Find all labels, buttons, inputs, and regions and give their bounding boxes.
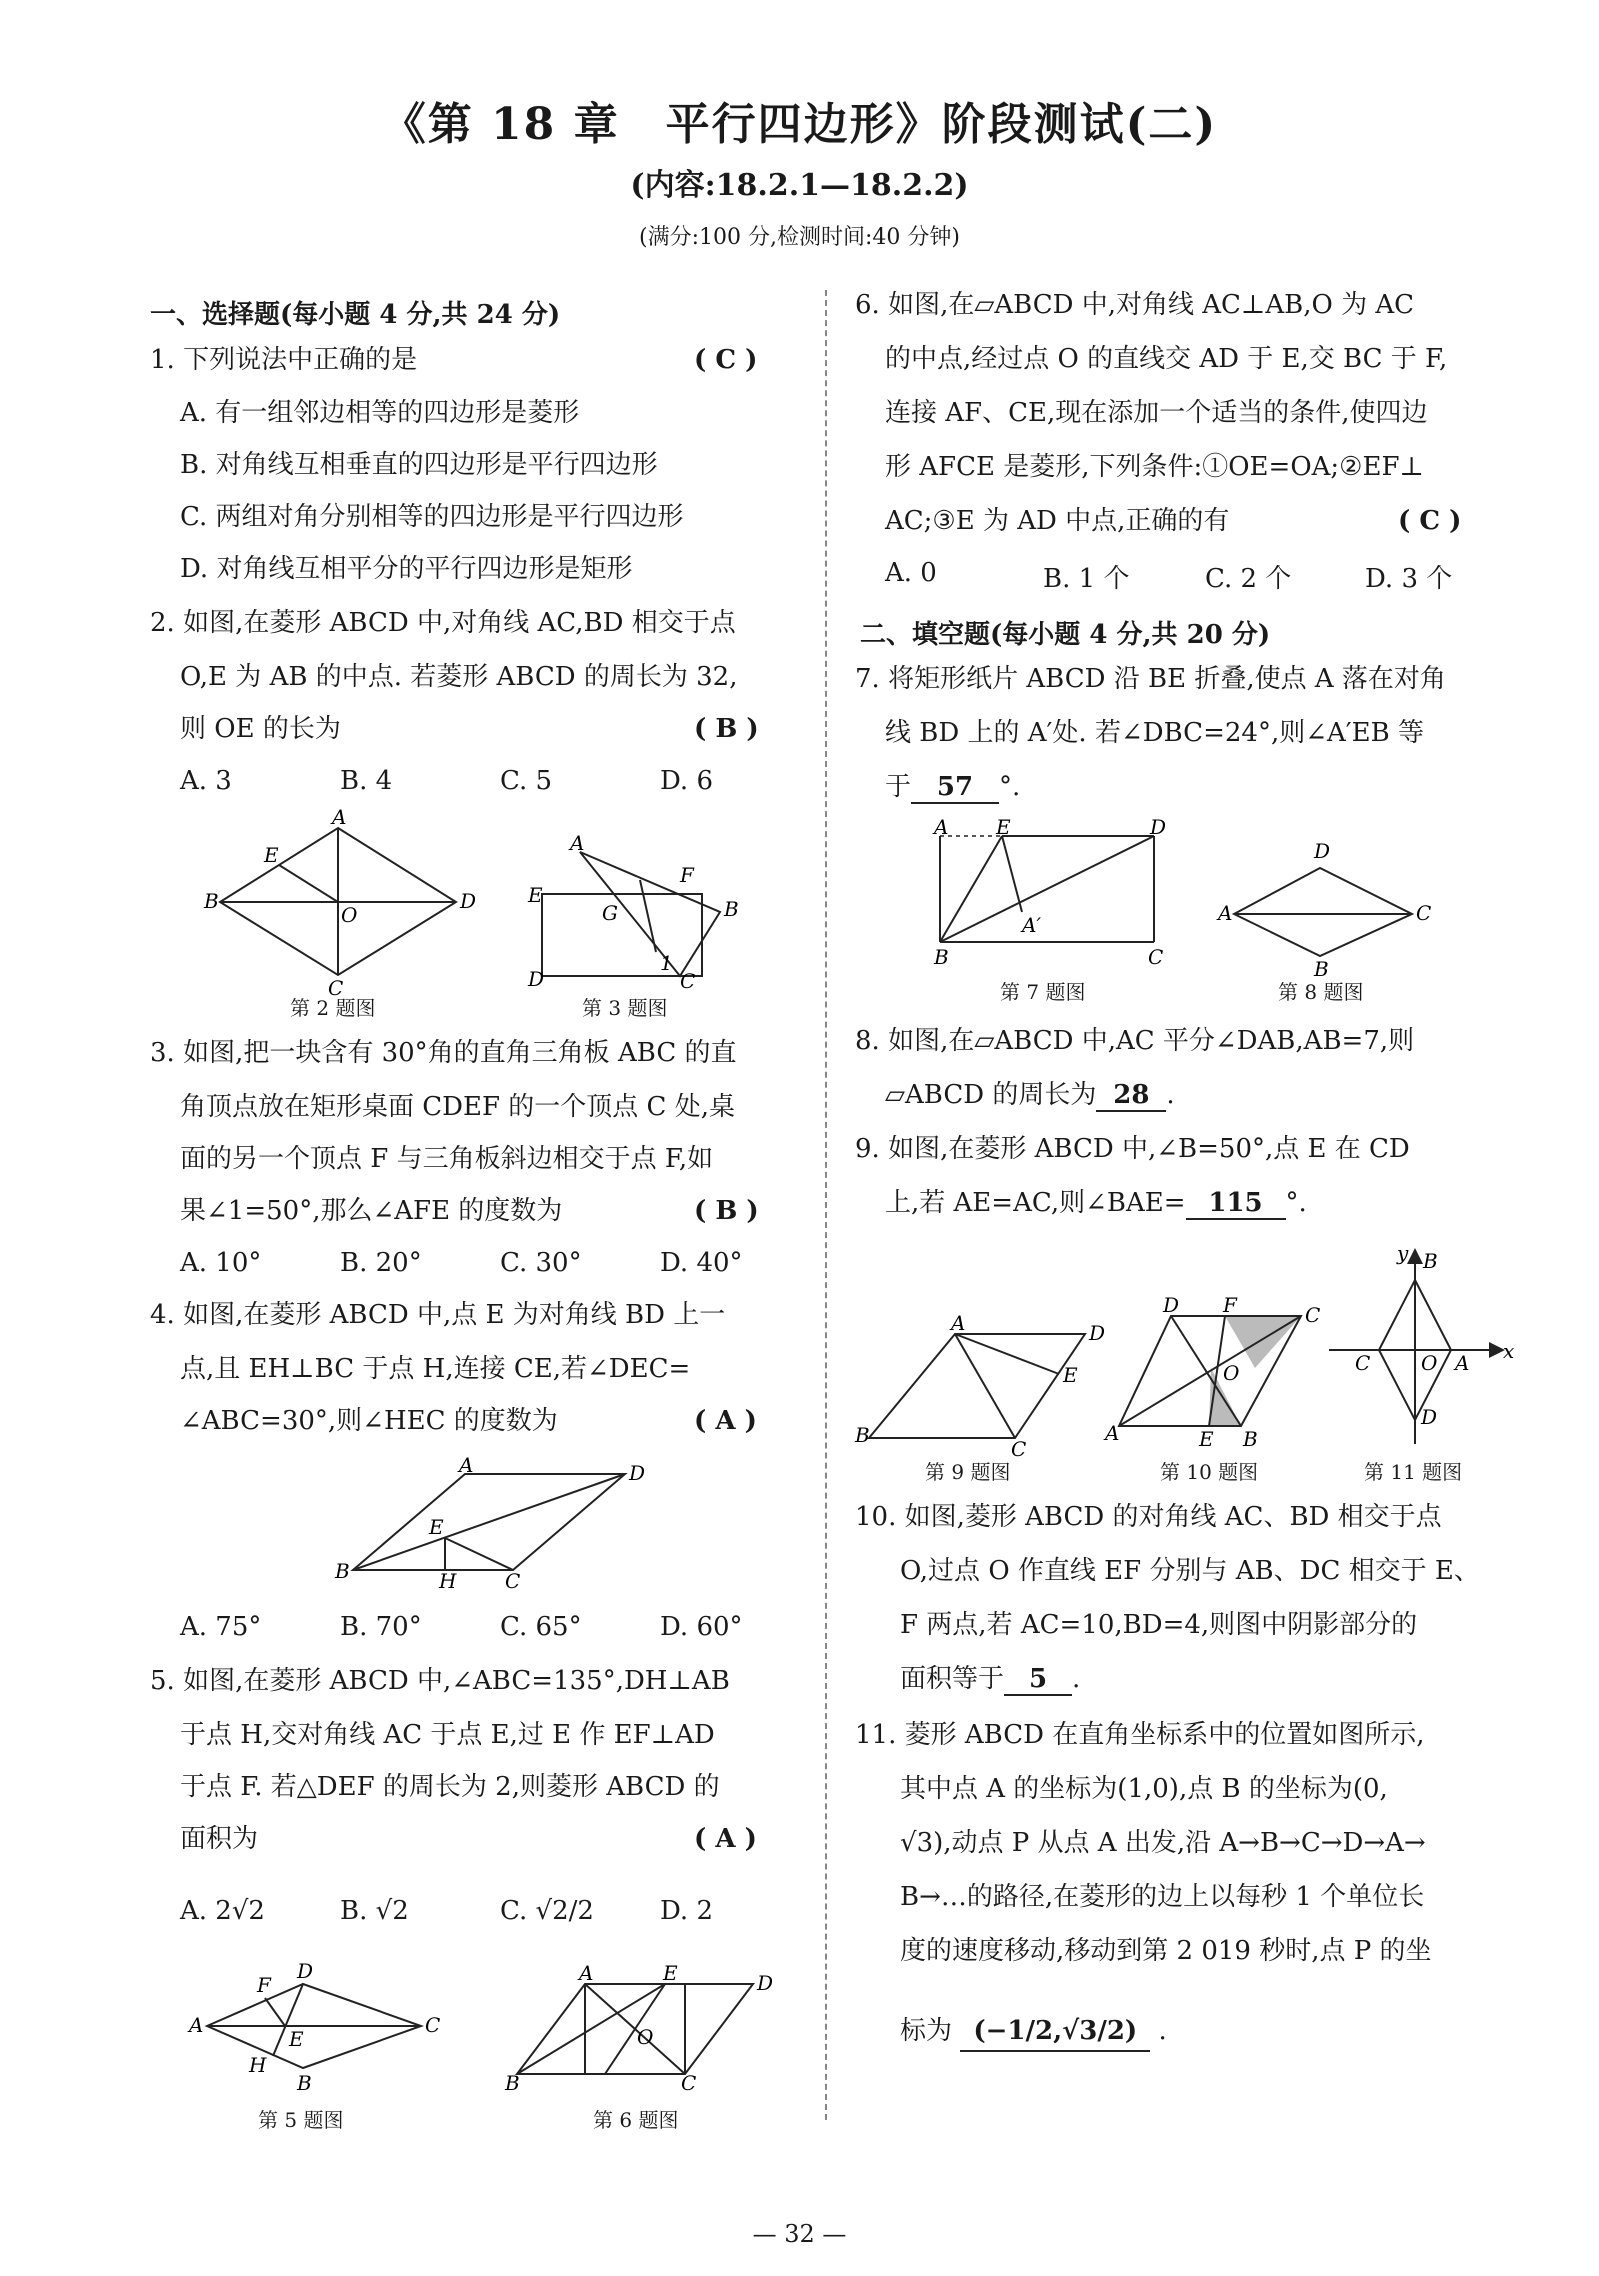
q4-option-a: A. 75°: [180, 1612, 262, 1642]
q5-option-a: A. 2√2: [180, 1896, 265, 1926]
figure-10: [1105, 1290, 1325, 1455]
svg-text:A: A: [332, 805, 347, 829]
q3-line4: 果∠1=50°,那么∠AFE 的度数为: [180, 1196, 563, 1226]
q2-line1: 2. 如图,在菱形 ABCD 中,对角线 AC,BD 相交于点: [150, 608, 736, 638]
q10-line4: [900, 1664, 1080, 1696]
figure-11: [1325, 1240, 1515, 1450]
svg-text:D: D: [1421, 1405, 1438, 1429]
q11-prefix: 标为: [900, 2016, 953, 2046]
q7-line2: 线 BD 上的 A′处. 若∠DBC=24°,则∠A′EB 等: [885, 718, 1425, 748]
q3-option-d: D. 40°: [660, 1248, 743, 1278]
svg-text:A: A: [1105, 1421, 1120, 1445]
figure-2-caption: 第 2 题图: [290, 996, 376, 1020]
q11-line5: 度的速度移动,移动到第 2 019 秒时,点 P 的坐: [900, 1936, 1432, 1966]
q2-line3: 则 OE 的长为: [180, 714, 341, 744]
svg-text:B: B: [855, 1423, 870, 1447]
q6-line2: 的中点,经过点 O 的直线交 AD 于 E,交 BC 于 F,: [885, 344, 1448, 374]
q11-line6: [900, 2016, 1167, 2052]
svg-text:D: D: [1150, 815, 1167, 839]
svg-text:B: B: [1423, 1249, 1438, 1273]
svg-text:E: E: [429, 1515, 444, 1539]
svg-text:C: C: [425, 2013, 441, 2037]
figure-8: [1214, 836, 1444, 981]
q10-line2: O,过点 O 作直线 EF 分别与 AB、DC 相交于 E、: [900, 1556, 1480, 1586]
figure-11-caption: 第 11 题图: [1364, 1460, 1463, 1484]
svg-text:C: C: [328, 976, 344, 1000]
q1-option-d: D. 对角线互相平分的平行四边形是矩形: [180, 554, 633, 584]
svg-text:D: D: [1314, 839, 1331, 863]
svg-text:E: E: [996, 815, 1011, 839]
q3-option-c: C. 30°: [500, 1248, 582, 1278]
figure-9-caption: 第 9 题图: [925, 1460, 1011, 1484]
figure-5-caption: 第 5 题图: [258, 2108, 344, 2132]
svg-text:B: B: [297, 2071, 312, 2095]
svg-text:C: C: [1011, 1437, 1027, 1461]
svg-text:D: D: [297, 1959, 314, 1983]
q3-option-a: A. 10°: [180, 1248, 262, 1278]
svg-text:x: x: [1503, 1339, 1515, 1363]
q10-line1: 10. 如图,菱形 ABCD 的对角线 AC、BD 相交于点: [855, 1502, 1442, 1532]
svg-text:O: O: [341, 903, 358, 927]
q3-line1: 3. 如图,把一块含有 30°角的直角三角板 ABC 的直: [150, 1038, 737, 1068]
q2-answer: ( B ): [694, 714, 759, 744]
figure-9: [855, 1311, 1106, 1461]
svg-text:O: O: [1223, 1361, 1240, 1385]
q5-line2: 于点 H,交对角线 AC 于点 E,过 E 作 EF⊥AD: [180, 1720, 715, 1750]
q5-option-d: D. 2: [660, 1896, 713, 1926]
svg-text:C: C: [1416, 901, 1432, 925]
svg-text:A: A: [1455, 1351, 1470, 1375]
q4-line2: 点,且 EH⊥BC 于点 H,连接 CE,若∠DEC=: [180, 1354, 691, 1384]
svg-text:C: C: [680, 969, 696, 993]
q5-answer: ( A ): [694, 1824, 757, 1854]
svg-text:A: A: [570, 831, 585, 855]
svg-text:A: A: [951, 1311, 966, 1335]
svg-text:A: A: [1218, 901, 1233, 925]
q5-line3: 于点 F. 若△DEF 的周长为 2,则菱形 ABCD 的: [180, 1772, 720, 1802]
section2-heading: 二、填空题(每小题 4 分,共 20 分): [860, 620, 1271, 650]
svg-text:A′: A′: [1022, 913, 1041, 937]
q2-option-d: D. 6: [660, 766, 713, 796]
svg-text:C: C: [1305, 1303, 1321, 1327]
svg-text:O: O: [1421, 1351, 1438, 1375]
svg-text:H: H: [439, 1569, 457, 1593]
svg-text:E: E: [1063, 1363, 1078, 1387]
q1-option-b: B. 对角线互相垂直的四边形是平行四边形: [180, 450, 658, 480]
q3-line2: 角顶点放在矩形桌面 CDEF 的一个顶点 C 处,桌: [180, 1092, 735, 1122]
page-title: 《第 18 章 平行四边形》阶段测试(二): [381, 99, 1218, 150]
svg-text:E: E: [528, 883, 543, 907]
svg-text:A: A: [579, 1961, 594, 1985]
q11-line1: 11. 菱形 ABCD 在直角坐标系中的位置如图所示,: [855, 1720, 1425, 1750]
figure-7: [922, 815, 1172, 974]
svg-text:H: H: [249, 2053, 267, 2077]
q6-option-d: D. 3 个: [1365, 564, 1453, 594]
q1-option-c: C. 两组对角分别相等的四边形是平行四边形: [180, 502, 684, 532]
q11-suffix: .: [1158, 2016, 1167, 2046]
svg-text:E: E: [1199, 1427, 1214, 1451]
q5-line1: 5. 如图,在菱形 ABCD 中,∠ABC=135°,DH⊥AB: [150, 1666, 730, 1696]
q5-option-b: B. √2: [340, 1896, 409, 1926]
svg-text:F: F: [680, 863, 694, 887]
svg-text:O: O: [637, 2025, 654, 2049]
svg-text:B: B: [505, 2071, 520, 2095]
score-note: (满分:100 分,检测时间:40 分钟): [639, 225, 960, 250]
q2-option-a: A. 3: [180, 766, 232, 796]
q10-line3: F 两点,若 AC=10,BD=4,则图中阴影部分的: [900, 1610, 1418, 1640]
q6-option-a: A. 0: [885, 558, 937, 588]
svg-text:y: y: [1397, 1241, 1409, 1265]
svg-text:C: C: [1148, 945, 1164, 969]
q3-line3: 面的另一个顶点 F 与三角板斜边相交于点 F,如: [180, 1144, 714, 1174]
q9-suffix: °.: [1285, 1188, 1307, 1218]
q5-line4: 面积为: [180, 1824, 259, 1854]
q4-line3: ∠ABC=30°,则∠HEC 的度数为: [180, 1406, 558, 1436]
q2-option-b: B. 4: [340, 766, 393, 796]
svg-text:E: E: [264, 843, 279, 867]
page-subtitle: (内容:18.2.1—18.2.2): [630, 168, 969, 203]
q7-suffix: °.: [999, 772, 1021, 802]
q9-line1: 9. 如图,在菱形 ABCD 中,∠B=50°,点 E 在 CD: [855, 1134, 1410, 1164]
q6-answer: ( C ): [1398, 506, 1462, 536]
svg-text:A: A: [459, 1453, 474, 1477]
q5-option-c: C. √2/2: [500, 1896, 594, 1926]
q9-line2: [885, 1188, 1307, 1220]
svg-text:D: D: [528, 967, 545, 991]
q8-answer-blank: 28: [1096, 1080, 1166, 1112]
svg-text:G: G: [602, 901, 618, 925]
svg-text:B: B: [204, 889, 219, 913]
figure-5: [185, 1960, 445, 2100]
svg-text:F: F: [1223, 1293, 1237, 1317]
figure-10-caption: 第 10 题图: [1160, 1460, 1259, 1484]
figure-6-caption: 第 6 题图: [593, 2108, 679, 2132]
q8-line2: [885, 1080, 1175, 1112]
q11-line2: 其中点 A 的坐标为(1,0),点 B 的坐标为(0,: [900, 1774, 1388, 1804]
q8-suffix: .: [1166, 1080, 1175, 1110]
q7-line3: [885, 772, 1020, 804]
svg-text:1: 1: [660, 951, 673, 975]
q7-line1: 7. 将矩形纸片 ABCD 沿 BE 折叠,使点 A 落在对角: [855, 664, 1446, 694]
svg-text:B: B: [335, 1559, 350, 1583]
q6-line3: 连接 AF、CE,现在添加一个适当的条件,使四边: [885, 398, 1428, 428]
q7-prefix: 于: [885, 772, 912, 802]
svg-text:B: B: [934, 945, 949, 969]
q4-option-b: B. 70°: [340, 1612, 422, 1642]
figure-2: [200, 805, 480, 1000]
q4-line1: 4. 如图,在菱形 ABCD 中,点 E 为对角线 BD 上一: [150, 1300, 726, 1330]
svg-text:C: C: [505, 1569, 521, 1593]
svg-text:D: D: [629, 1461, 646, 1485]
figure-3: [520, 831, 750, 993]
svg-text:F: F: [257, 1973, 271, 1997]
svg-text:D: D: [757, 1971, 774, 1995]
page-number: — 32 —: [752, 2220, 847, 2248]
svg-text:B: B: [724, 897, 739, 921]
q1-answer: ( C ): [694, 345, 758, 375]
svg-text:E: E: [663, 1961, 678, 1985]
figure-6: [505, 1961, 775, 2100]
q3-option-b: B. 20°: [340, 1248, 422, 1278]
q4-option-c: C. 65°: [500, 1612, 582, 1642]
q2-option-c: C. 5: [500, 766, 553, 796]
q2-line2: O,E 为 AB 的中点. 若菱形 ABCD 的周长为 32,: [180, 662, 738, 692]
svg-text:A: A: [189, 2013, 204, 2037]
section1-heading: 一、选择题(每小题 4 分,共 24 分): [150, 300, 561, 330]
q4-answer: ( A ): [694, 1406, 757, 1436]
figure-3-caption: 第 3 题图: [582, 996, 668, 1020]
svg-text:B: B: [1314, 957, 1329, 981]
q11-line4: B→…的路径,在菱形的边上以每秒 1 个单位长: [900, 1882, 1425, 1912]
q6-option-b: B. 1 个: [1043, 564, 1130, 594]
q11-line3: √3),动点 P 从点 A 出发,沿 A→B→C→D→A→: [900, 1828, 1426, 1858]
svg-text:B: B: [1243, 1427, 1258, 1451]
figure-8-caption: 第 8 题图: [1278, 980, 1364, 1004]
q4-option-d: D. 60°: [660, 1612, 743, 1642]
q1-option-a: A. 有一组邻边相等的四边形是菱形: [180, 398, 580, 428]
figure-4: [335, 1453, 655, 1593]
q1-stem: 1. 下列说法中正确的是: [150, 345, 418, 375]
q3-answer: ( B ): [694, 1196, 759, 1226]
q6-line4: 形 AFCE 是菱形,下列条件:①OE=OA;②EF⊥: [885, 452, 1424, 482]
svg-text:C: C: [681, 2071, 697, 2095]
svg-text:E: E: [289, 2027, 304, 2051]
q6-option-c: C. 2 个: [1205, 564, 1292, 594]
svg-text:C: C: [1355, 1351, 1371, 1375]
q7-answer-blank: 57: [911, 772, 999, 804]
q9-prefix: 上,若 AE=AC,则∠BAE=: [885, 1188, 1186, 1218]
q11-answer-blank: (−1/2,√3/2): [960, 2016, 1150, 2052]
q6-line5: AC;③E 为 AD 中点,正确的有: [885, 506, 1230, 536]
svg-text:D: D: [1089, 1321, 1106, 1345]
q10-prefix: 面积等于: [900, 1664, 1005, 1694]
q6-line1: 6. 如图,在▱ABCD 中,对角线 AC⊥AB,O 为 AC: [855, 290, 1415, 320]
q8-prefix: ▱ABCD 的周长为: [885, 1080, 1097, 1110]
q9-answer-blank: 115: [1186, 1188, 1286, 1220]
svg-text:D: D: [1163, 1293, 1180, 1317]
q10-suffix: .: [1072, 1664, 1081, 1694]
figure-7-caption: 第 7 题图: [1000, 980, 1086, 1004]
svg-text:D: D: [460, 889, 477, 913]
q8-line1: 8. 如图,在▱ABCD 中,AC 平分∠DAB,AB=7,则: [855, 1026, 1415, 1056]
q10-answer-blank: 5: [1004, 1664, 1072, 1696]
column-divider: [825, 290, 827, 2120]
svg-text:A: A: [934, 815, 949, 839]
